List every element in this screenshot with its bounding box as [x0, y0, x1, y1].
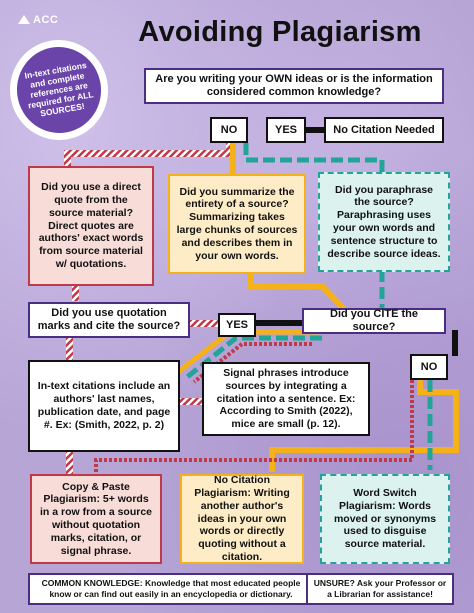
no-citation-needed: No Citation Needed — [324, 117, 444, 143]
question-quotation-marks: Did you use quotation marks and cite the source? — [28, 302, 190, 338]
yes-label-2: YES — [218, 313, 256, 337]
question-summarize: Did you summarize the entirety of a source? Summarizing takes large chunks of sources and describes them in your own words. — [168, 174, 306, 274]
unsure-note: UNSURE? Ask your Professor or a Librarian for assistance! — [306, 573, 454, 605]
question-own-ideas: Are you writing your OWN ideas or is the information considered common knowledge? — [144, 68, 444, 104]
no-label-2: NO — [410, 354, 448, 380]
connector-quote-drop — [64, 150, 71, 166]
connector-intext-to-signal — [180, 398, 204, 405]
connector-cite-to-no-vertical — [452, 330, 458, 356]
no-citation-plagiarism: No Citation Plagiarism: Writing another author's ideas in your own words or directly quoting without a citation. — [180, 474, 304, 564]
question-cite-source: Did you CITE the source? — [302, 308, 446, 334]
signal-phrases-info: Signal phrases introduce sources by integrating a citation into a sentence. Ex: According to Smith (2022), mice are small (p. 12). — [202, 362, 370, 436]
logo-text: ACC — [33, 14, 59, 26]
question-paraphrase: Did you paraphrase the source? Paraphrasing uses your own words and sentence structure to describe source ideas. — [318, 172, 450, 272]
connector-yellow-to-cite — [250, 272, 345, 310]
yes-label-1: YES — [266, 117, 306, 143]
connector-quote-to-question — [72, 285, 79, 301]
connector-no-to-quote-horizontal — [64, 150, 233, 157]
word-switch-plagiarism: Word Switch Plagiarism: Words moved or synonyms used to disguise source material. — [320, 474, 450, 564]
page-title: Avoiding Plagiarism — [138, 16, 422, 48]
connector-quotes-to-copy — [66, 338, 73, 360]
common-knowledge-note: COMMON KNOWLEDGE: Knowledge that most educated people know or can find out easily in an encyclopedia or dictionary. — [28, 573, 314, 605]
connector-yes-to-cite — [254, 320, 302, 326]
no-label-1: NO — [210, 117, 248, 143]
copy-paste-plagiarism: Copy & Paste Plagiarism: 5+ words in a row from a source without quotation marks, citation, or signal phrase. — [30, 474, 162, 564]
in-text-citations-info: In-text citations include an authors' last names, publication date, and page #. Ex: (Smith, 2022, p. 2) — [28, 360, 180, 452]
connector-quotes-to-yes — [186, 320, 222, 327]
connector-quotes-to-copy-lower — [66, 452, 73, 476]
connector-yellow-vertical-1 — [230, 143, 236, 176]
badge-text: In-text citations and complete references are required for ALL SOURCES! — [10, 40, 108, 139]
question-direct-quote: Did you use a direct quote from the source material? Direct quotes are authors' exact words from source material w/ quotations. — [28, 166, 154, 286]
connector-teal-to-paraphrase — [246, 143, 382, 172]
